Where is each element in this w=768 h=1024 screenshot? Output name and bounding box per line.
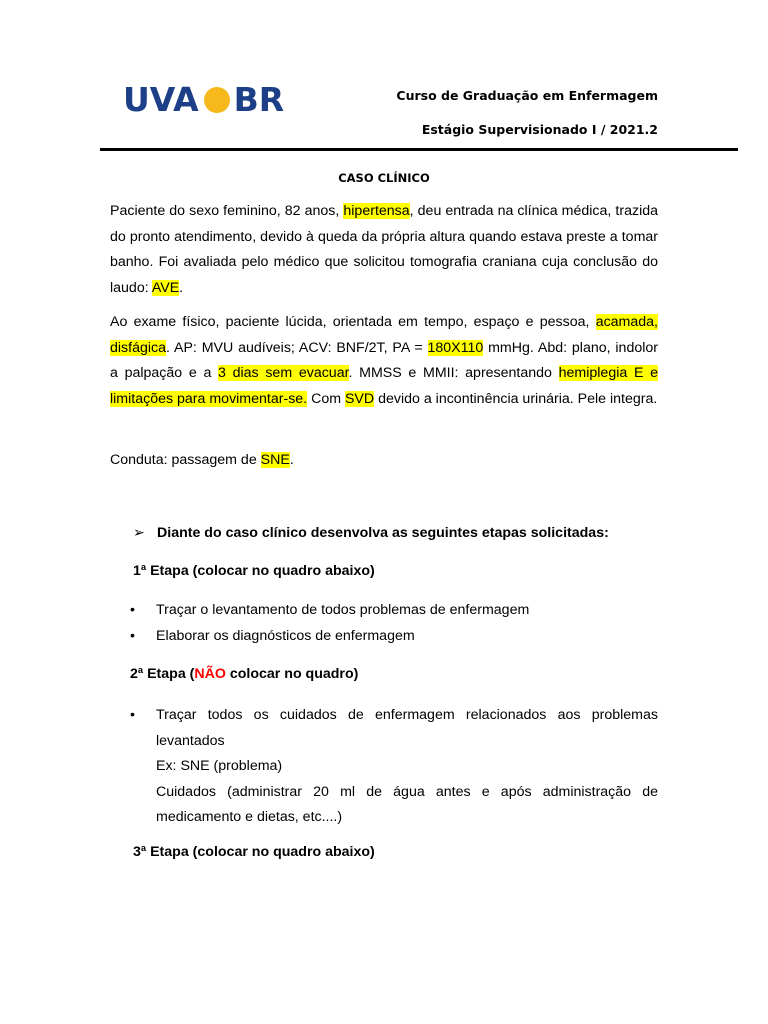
highlight-no-evacuation: 3 dias sem evacuar bbox=[218, 365, 349, 381]
uva-br-logo bbox=[123, 82, 284, 118]
document-title: CASO CLÍNICO bbox=[338, 171, 430, 185]
text-run: Paciente do sexo feminino, 82 anos, bbox=[110, 203, 344, 219]
highlight-svd: SVD bbox=[344, 390, 375, 407]
text-run: . AP: MVU audíveis; ACV: BNF/2T, PA = bbox=[166, 339, 428, 356]
logo-text-br: BR bbox=[233, 80, 285, 119]
example-text: Ex: SNE (problema) bbox=[156, 758, 283, 774]
lead-text: Diante do caso clínico desenvolva as seguintes etapas solicitadas: bbox=[157, 525, 609, 541]
step-2-emphasis: NÃO bbox=[194, 666, 226, 682]
step-1-heading: 1ª Etapa (colocar no quadro abaixo) bbox=[133, 563, 375, 579]
bullet-icon: • bbox=[130, 602, 135, 618]
highlight-sne: SNE bbox=[260, 452, 290, 468]
bullet-icon: • bbox=[130, 628, 135, 644]
text-run: , deu entrada na clínica médica, trazida do pronto atendimento, devido à queda da própria altura quando estava preste a tomar banho. Foi avaliada pelo médico que solicitou tomografia craniana cuja conclusão do laudo: bbox=[110, 203, 659, 296]
highlight-blood-pressure: 180X110 bbox=[427, 339, 484, 356]
list-item bbox=[130, 703, 658, 831]
arrow-bullet-icon: ➢ bbox=[133, 525, 145, 541]
text-run: . bbox=[179, 279, 184, 296]
internship-label: Estágio Supervisionado I / 2021.2 bbox=[421, 122, 658, 137]
case-paragraph-1 bbox=[110, 199, 658, 301]
step-2-text: colocar no quadro) bbox=[225, 666, 359, 682]
highlight-hypertensive: hipertensa bbox=[343, 203, 410, 219]
bullet-icon: • bbox=[130, 707, 135, 723]
course-name: Curso de Graduação em Enfermagem bbox=[396, 88, 658, 103]
step-2-heading bbox=[130, 666, 358, 682]
text-run: devido a incontinência urinária. Pele integra. bbox=[374, 390, 658, 407]
text-run: Conduta: passagem de bbox=[110, 452, 261, 468]
highlight-ave: AVE bbox=[151, 279, 180, 296]
step-3-heading: 3ª Etapa (colocar no quadro abaixo) bbox=[133, 844, 375, 860]
text-run: . bbox=[289, 452, 294, 468]
text-run: Com bbox=[307, 390, 345, 407]
list-item-text: Elaborar os diagnósticos de enfermagem bbox=[156, 628, 415, 644]
highlight-hemiplegia: hemiplegia E e limitações para movimentar-se. bbox=[110, 365, 658, 407]
list-item bbox=[130, 598, 529, 624]
text-run: mmHg. Abd: plano, indolor a palpação e a bbox=[110, 339, 658, 381]
highlight-bedridden: acamada, disfágica bbox=[110, 314, 658, 356]
list-item bbox=[130, 624, 415, 650]
logo-text-uva: UVA bbox=[123, 80, 199, 119]
logo-dot-icon bbox=[204, 87, 230, 113]
case-paragraph-3 bbox=[110, 448, 658, 474]
text-run: Ao exame físico, paciente lúcida, orientada em tempo, espaço e pessoa, bbox=[110, 314, 596, 330]
header-divider bbox=[100, 148, 738, 151]
list-item-text: Traçar todos os cuidados de enfermagem relacionados aos problemas levantados bbox=[156, 707, 658, 749]
list-item-text: Traçar o levantamento de todos problemas de enfermagem bbox=[156, 602, 530, 618]
instructions-lead bbox=[133, 525, 609, 541]
care-text: Cuidados (administrar 20 ml de água antes e após administração de medicamento e dietas, etc....) bbox=[156, 783, 658, 825]
text-run: . MMSS e MMII: apresentando bbox=[348, 365, 559, 381]
case-paragraph-2 bbox=[110, 310, 658, 412]
step-2-text: 2ª Etapa ( bbox=[130, 666, 195, 682]
